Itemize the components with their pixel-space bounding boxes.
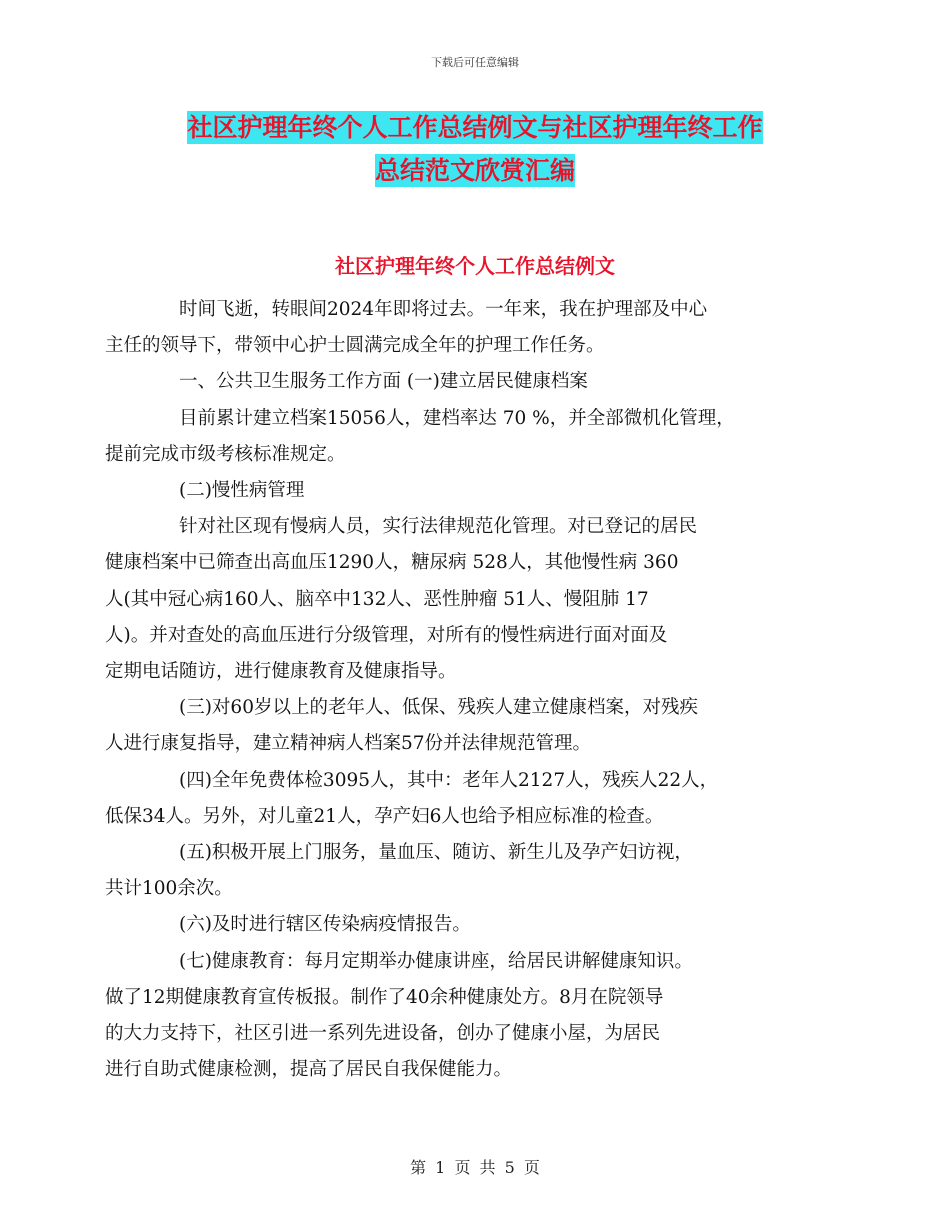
section-title: 社区护理年终个人工作总结例文 [335,254,615,278]
header-note: 下载后可任意编辑 [431,56,519,69]
document-title-text-2: 总结范文欣赏汇编 [374,156,575,185]
text-line: (三)对60岁以上的老年人、低保、残疾人建立健康档案，对残疾 [179,697,698,719]
paragraph-heading-public-health [142,364,808,400]
text-line: 的大力支持下，社区引进一系列先进设备，创办了健康小屋，为居民 [105,1023,661,1045]
paragraph-elderly-records [105,690,808,762]
text-line: (五)积极开展上门服务，量血压、随访、新生儿及孕产妇访视， [179,842,693,864]
document-title-line-1 [0,113,950,143]
text-line: (四)全年免费体检3095人，其中：老年人2127人，残疾人22人， [179,769,719,791]
text-line: 人(其中冠心病160人、脑卒中132人、恶性肿瘤 51人、慢阻肺 17 [105,588,649,610]
paragraph-heading-chronic [142,473,808,509]
text-line: 提前完成市级考核标准规定。 [105,443,346,465]
text-line: 时间飞逝，转眼间2024年即将过去。一年来，我在护理部及中心 [179,299,708,320]
text-line: 主任的领导下，带领中心护士圆满完成全年的护理工作任务。 [105,335,605,357]
text-line: (六)及时进行辖区传染病疫情报告。 [179,914,471,936]
document-title-text-1: 社区护理年终个人工作总结例文与社区护理年终工作 [187,113,763,142]
paragraph-epidemic-report [142,907,808,943]
text-line: 目前累计建立档案15056人，建档率达 70 %，并全部微机化管理， [179,407,735,429]
text-line: 做了12期健康教育宣传板报。制作了40余种健康处方。8月在院领导 [105,986,664,1008]
text-line: 低保34人。另外，对儿童21人，孕产妇6人也给予相应标准的检查。 [105,805,664,827]
page-number: 第 1 页 共 5 页 [410,1158,540,1177]
text-line: 人进行康复指导，建立精神病人档案57份并法律规范管理。 [105,733,592,755]
text-line: 一、公共卫生服务工作方面 (一)建立居民健康档案 [179,371,588,393]
paragraph-health-records [105,401,808,473]
paragraph-intro [105,292,808,364]
paragraph-home-visits [105,835,808,907]
paragraph-chronic-management [105,509,808,690]
text-line: 进行自助式健康检测，提高了居民自我保健能力。 [105,1059,513,1081]
text-line: 健康档案中已筛查出高血压1290人，糖尿病 528人，其他慢性病 360 [105,552,679,574]
text-line: (二)慢性病管理 [179,480,305,502]
text-line: 定期电话随访，进行健康教育及健康指导。 [105,661,457,683]
paragraph-health-education [105,944,808,1089]
text-line: 共计100余次。 [105,878,233,900]
paragraph-free-checkups [105,763,808,835]
document-body [105,292,808,1088]
document-title-line-2 [0,156,950,186]
text-line: 人)。并对查处的高血压进行分级管理，对所有的慢性病进行面对面及 [105,624,668,646]
text-line: 针对社区现有慢病人员，实行法律规范化管理。对已登记的居民 [179,516,698,538]
text-line: (七)健康教育：每月定期举办健康讲座，给居民讲解健康知识。 [179,950,693,972]
